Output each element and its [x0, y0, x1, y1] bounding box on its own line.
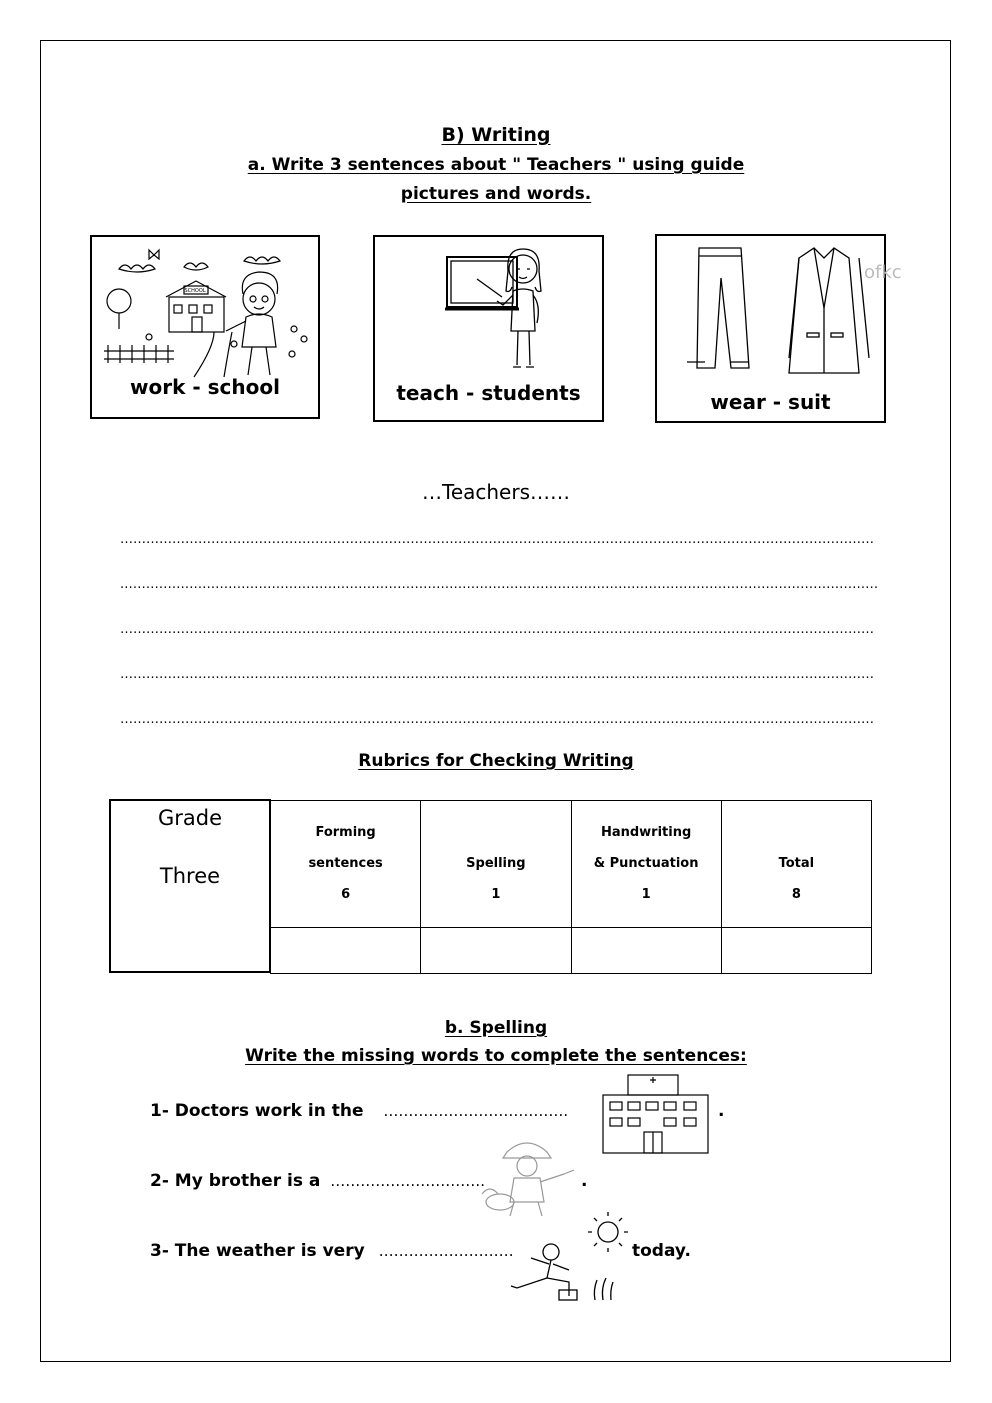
picture-caption-wear-suit: wear - suit	[710, 390, 831, 414]
rubric-col-total	[721, 801, 871, 928]
section-title: B) Writing	[441, 124, 551, 146]
hot-weather-illustration	[503, 1212, 638, 1304]
school-sign-text: SCHOOL	[184, 288, 206, 294]
writing-line-2[interactable]: .…………………………………………………………………………………………………………………………………………………………	[120, 577, 879, 592]
rubric-col-score: 1	[641, 887, 651, 903]
writing-line-3[interactable]: …………………………………………………………………………………………………………………………………………………………	[120, 622, 874, 637]
sentence-1-text: 1- Doctors work in the	[150, 1101, 364, 1121]
sentence-3-blank[interactable]: ………………………	[378, 1242, 514, 1260]
writing-line-1[interactable]: …………………………………………………………………………………………………………………………………………………………	[120, 532, 874, 547]
rubric-score-cell-spelling[interactable]	[421, 927, 571, 973]
rubric-col-label-line1: Forming	[315, 825, 376, 841]
teacher-at-blackboard-illustration	[377, 239, 604, 379]
watermark-text: ofkc	[864, 262, 902, 283]
rubric-score-row	[271, 927, 872, 973]
picture-card-teach-students	[373, 235, 604, 422]
grade-value: Three	[159, 864, 221, 888]
rubric-score-cell-handwriting[interactable]	[571, 927, 721, 973]
picture-caption-teach-students: teach - students	[396, 381, 581, 405]
sentence-1-end: .	[718, 1101, 725, 1121]
rubric-col-label-line2: sentences	[308, 856, 383, 872]
rubric-col-forming	[271, 801, 421, 928]
task-b-instruction: Write the missing words to complete the sentences:	[245, 1046, 747, 1066]
hospital-illustration	[598, 1070, 713, 1155]
rubric-col-label-line1: Handwriting	[600, 825, 692, 841]
rubric-col-handwriting	[571, 801, 721, 928]
rubric-score-cell-total[interactable]	[721, 927, 871, 973]
sentence-1-blank[interactable]: ……………………………….	[383, 1102, 569, 1120]
picture-card-work-school	[90, 235, 320, 419]
sentence-2-text: 2- My brother is a	[150, 1171, 321, 1191]
writing-starter: …Teachers……	[422, 480, 570, 504]
task-a-instruction-line1: a. Write 3 sentences about " Teachers " using guide	[247, 155, 745, 175]
rubric-col-label-line1	[422, 817, 569, 848]
sentence-3	[150, 1241, 514, 1261]
rubric-col-score: 1	[491, 887, 501, 903]
picture-card-wear-suit	[655, 234, 902, 423]
sentence-2	[150, 1171, 485, 1191]
rubric-title: Rubrics for Checking Writing	[358, 751, 634, 771]
sentence-3-end: today.	[632, 1241, 691, 1261]
rubric-col-label-line1	[723, 817, 870, 848]
task-b-title: b. Spelling	[444, 1018, 548, 1038]
task-a-instruction-line2: pictures and words.	[400, 184, 592, 204]
grade-label: Grade	[157, 806, 223, 830]
rubric-col-label-line2: Total	[778, 856, 815, 872]
sentence-2-end: .	[581, 1171, 588, 1191]
rubric-score-cell-forming[interactable]	[271, 927, 421, 973]
sentence-2-blank[interactable]: ………………………….	[330, 1172, 486, 1190]
rubric-col-score: 8	[791, 887, 801, 903]
sentence-1	[150, 1101, 568, 1121]
rubric-col-spelling	[421, 801, 571, 928]
rubric-col-label-line2: Spelling	[466, 856, 526, 872]
suit-clothing-illustration	[659, 238, 902, 388]
rubric-table	[270, 800, 872, 974]
grade-box	[109, 799, 271, 973]
firefighter-illustration	[472, 1132, 584, 1220]
rubric-col-score: 6	[341, 887, 351, 903]
rubric-col-label-line2: & Punctuation	[593, 856, 699, 872]
writing-line-4[interactable]: …………………………………………………………………………………………………………………………………………………………	[120, 667, 874, 682]
writing-line-5[interactable]: …………………………………………………………………………………………………………………………………………………………	[120, 712, 874, 727]
picture-caption-work-school: work - school	[130, 375, 280, 399]
rubric-header-row	[271, 801, 872, 928]
sentence-3-text: 3- The weather is very	[150, 1241, 365, 1261]
teacher-at-school-illustration	[94, 239, 320, 379]
